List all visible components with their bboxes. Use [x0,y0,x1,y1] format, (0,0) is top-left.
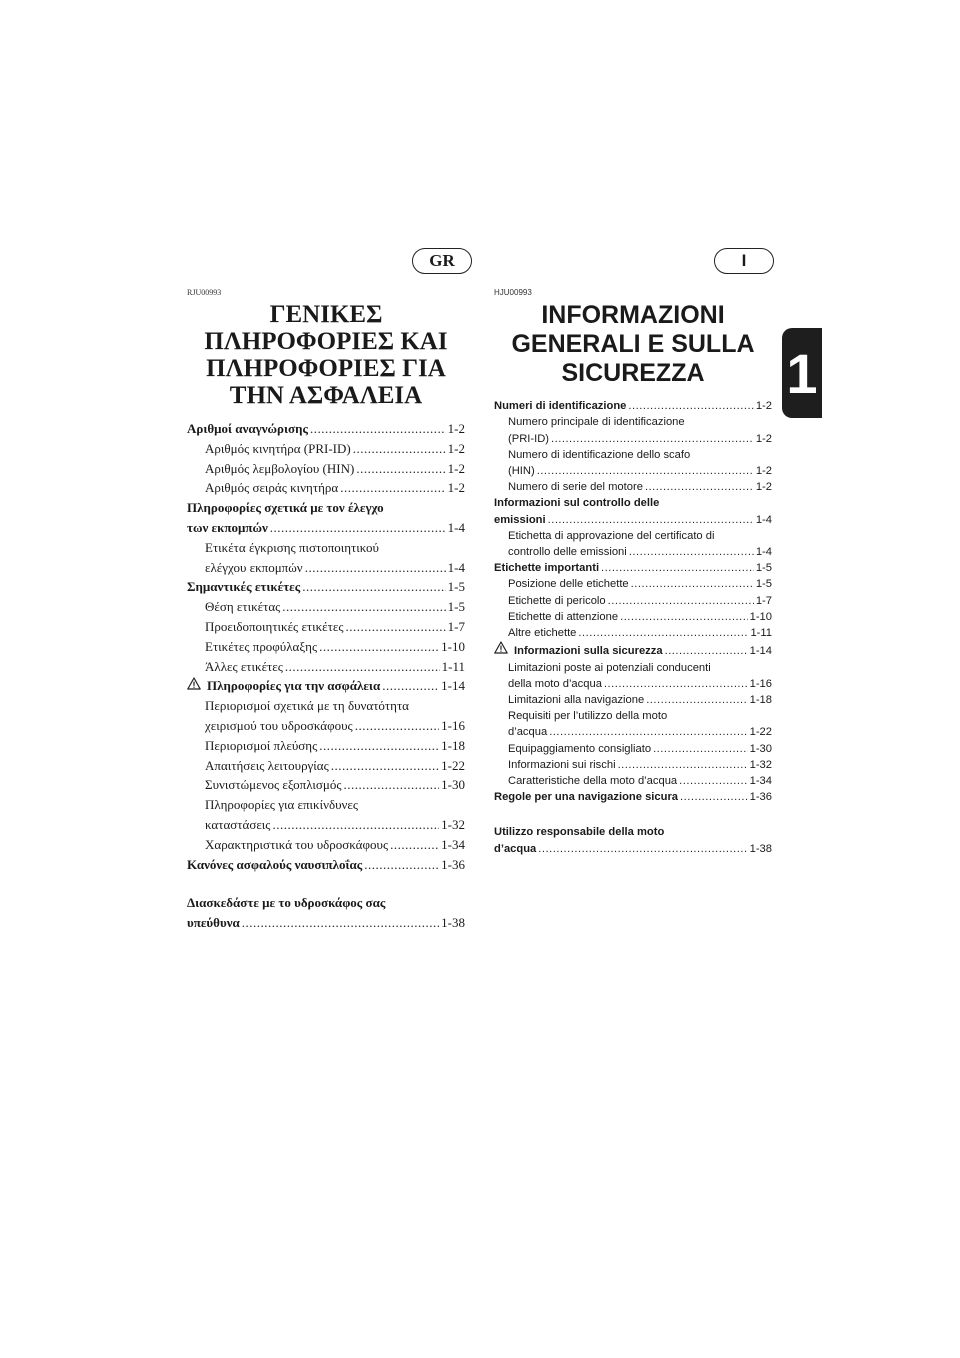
toc-line [205,558,465,578]
toc-entry[interactable] [187,756,465,776]
dot-leader [302,577,445,597]
toc-page-number: 1-22 [749,726,772,739]
toc-entry-title: των εκπομπών [187,519,268,535]
toc-entry[interactable] [494,741,772,757]
dot-leader [549,724,747,740]
toc-page-number: 1-11 [441,658,465,674]
toc-entry-title: emissioni [494,513,546,526]
toc-line [508,528,772,544]
toc-entry-title: della moto d’acqua [508,677,602,690]
greek-column [187,288,465,933]
toc-line [187,855,465,875]
toc-line [187,419,465,439]
toc-entry-title: Ετικέτα έγκρισης πιστοποιητικού [205,539,379,555]
toc-entry[interactable] [187,835,465,855]
toc-entry[interactable] [494,641,772,659]
toc-line [494,789,772,805]
toc-line [508,692,772,708]
toc-entry-title: Κανόνες ασφαλούς ναυσιπλοΐας [187,856,363,872]
dot-leader [319,637,439,657]
toc-page-number: 1-7 [447,618,465,634]
toc-page-number: 1-32 [749,758,772,771]
toc-page-number: 1-10 [749,610,772,623]
toc-entry-title: Συνιστώμενος εξοπλισμός [205,777,342,793]
title-line: GENERALI E SULLA [511,329,755,358]
toc-entry-title: Equipaggiamento consigliato [508,742,652,755]
toc-line [205,657,465,677]
title-line: INFORMAZIONI [541,301,725,329]
toc-entry-title: d’acqua [508,726,548,739]
dot-leader [578,625,748,641]
title-line: ΠΛΗΡΟΦΟΡΙΕΣ ΓΙΑ [206,355,446,382]
toc-page-number: 1-4 [447,559,465,575]
toc-entry-title: (HIN) [508,465,535,478]
toc-entry[interactable] [494,398,772,414]
toc-entry[interactable] [494,528,772,560]
language-badge-it: I [714,248,774,274]
toc-entry[interactable] [187,676,465,696]
toc-entry[interactable] [187,577,465,597]
dot-leader [353,439,446,459]
dot-leader [551,431,754,447]
toc-entry[interactable] [494,824,772,856]
toc-page-number: 1-5 [447,599,465,615]
toc-entry[interactable] [187,736,465,756]
dot-leader [319,736,439,756]
toc-page-number: 1-2 [447,480,465,496]
toc-entry[interactable] [187,657,465,677]
toc-page-number: 1-4 [447,519,465,535]
toc-entry-title: Numeri di identificazione [494,400,627,413]
toc-entry[interactable] [187,617,465,637]
dot-leader [305,558,446,578]
toc-entry-title: Etichette di attenzione [508,610,619,623]
toc-line [494,398,772,414]
toc-page-number: 1-14 [441,678,465,694]
toc-entry-title: υπεύθυνα [187,915,240,931]
toc-entry-title: Αριθμός λεμβολογίου (HIN) [205,460,355,476]
toc-entry[interactable] [494,692,772,708]
toc-entry[interactable] [494,789,772,805]
toc-entry-title: Αριθμός κινητήρα (PRI-ID) [205,440,351,456]
toc-line [508,676,772,692]
toc-entry-title: Πληροφορίες για επικίνδυνες [205,797,359,813]
toc-page-number: 1-18 [441,737,465,753]
title-line: SICUREZZA [561,358,705,387]
reference-code: HJU00993 [494,288,532,297]
toc-page-number: 1-14 [749,645,772,658]
toc-entry-title: Posizione delle etichette [508,578,629,591]
toc-page-number: 1-18 [749,693,772,706]
dot-leader [537,463,754,479]
toc-entry[interactable] [494,660,772,692]
toc-page-number: 1-4 [755,546,772,559]
toc-page-number: 1-2 [755,465,772,478]
toc-entry-title: Πληροφορίες για την ασφάλεια [207,678,381,694]
toc-line [508,447,772,463]
dot-leader [382,676,439,696]
toc-line [187,518,465,538]
toc-page-number: 1-38 [441,915,465,931]
toc-page-number: 1-5 [447,579,465,595]
toc-entry[interactable] [187,637,465,657]
toc-entry[interactable] [494,757,772,773]
toc-line [494,560,772,576]
toc-page-number: 1-16 [749,677,772,690]
dot-leader [285,657,440,677]
dot-leader [679,773,747,789]
toc-entry[interactable] [187,893,465,933]
toc-page-number: 1-5 [755,562,772,575]
toc-line [205,637,465,657]
toc-entry[interactable] [494,495,772,527]
toc-line [205,439,465,459]
toc-entry-title: καταστάσεις [205,816,271,832]
dot-leader [601,560,754,576]
chapter-title [187,301,465,409]
toc-line [494,841,772,857]
toc-line [508,660,772,676]
dot-leader [665,643,748,659]
toc-line [508,431,772,447]
chapter-tab: 1 [782,328,822,418]
warning-triangle-icon [187,676,201,689]
toc-line [205,696,465,716]
dot-leader [548,512,754,528]
toc-entry[interactable] [187,538,465,578]
dot-leader [340,478,445,498]
toc-entry-title: Numero di serie del motore [508,481,643,494]
toc-line [508,479,772,495]
dot-leader [355,716,439,736]
toc-page-number: 1-16 [441,717,465,733]
toc-page-number: 1-5 [755,578,772,591]
toc-entry-title: Ετικέτες προφύλαξης [205,638,318,654]
toc-line [494,641,772,659]
toc-line [508,741,772,757]
toc-entry-title: Etichette importanti [494,562,600,575]
toc-entry-title: Αριθμός σειράς κινητήρα [205,480,339,496]
toc-line [205,835,465,855]
toc-entry-title: Limitazioni poste ai potenziali conducenti [508,661,711,674]
toc-line [187,676,465,696]
toc-entry[interactable] [187,775,465,795]
toc-entry-title: Requisiti per l’utilizzo della moto [508,710,668,723]
dot-leader [620,609,748,625]
language-badge-gr: GR [412,248,472,274]
dot-leader [618,757,748,773]
title-line: ΤΗΝ ΑΣΦΑΛΕΙΑ [229,382,423,409]
toc-page-number: 1-34 [441,836,465,852]
toc-entry-title: Άλλες ετικέτες [205,658,283,674]
toc-entry[interactable] [494,773,772,789]
toc-entry-title: Limitazioni alla navigazione [508,693,645,706]
chapter-title [494,301,772,387]
toc-entry-title: Informazioni sulla sicurezza [514,645,663,658]
toc-page-number: 1-30 [749,742,772,755]
toc-entry-title: Informazioni sui rischi [508,758,616,771]
toc-line [494,824,772,840]
toc-page-number: 1-2 [755,432,772,445]
toc-page-number: 1-2 [755,481,772,494]
title-line: ΓΕΝΙΚΕΣ [269,301,383,328]
toc-line [508,609,772,625]
toc-line [508,414,772,430]
table-of-contents [494,398,772,856]
toc-line [205,478,465,498]
dot-leader [604,676,748,692]
toc-entry-title: Altre etichette [508,627,577,640]
italian-column [494,288,772,857]
toc-entry-title: Caratteristiche della moto d’acqua [508,774,678,787]
toc-entry-title: Πληροφορίες σχετικά με τον έλεγχο [187,500,384,516]
toc-entry-title: Numero di identificazione dello scafo [508,448,691,461]
toc-line [187,893,465,913]
dot-leader [343,775,439,795]
toc-page-number: 1-2 [447,440,465,456]
toc-entry[interactable] [187,459,465,479]
toc-line [205,597,465,617]
toc-entry[interactable] [187,498,465,538]
toc-entry[interactable] [494,447,772,479]
toc-page-number: 1-7 [755,594,772,607]
toc-line [205,815,465,835]
dot-leader [646,692,747,708]
toc-line [205,775,465,795]
toc-entry[interactable] [187,439,465,459]
toc-page-number: 1-36 [749,791,772,804]
toc-page-number: 1-22 [441,757,465,773]
toc-entry-title: Informazioni sul controllo delle [494,497,660,510]
toc-entry-title: Etichette di pericolo [508,594,606,607]
toc-line [205,795,465,815]
toc-page-number: 1-2 [447,460,465,476]
dot-leader [282,597,445,617]
toc-line [187,913,465,933]
toc-entry-title: ελέγχου εκπομπών [205,559,303,575]
toc-entry-title: Σημαντικές ετικέτες [187,579,301,595]
toc-entry-title: Αριθμοί αναγνώρισης [187,421,308,436]
toc-line [508,576,772,592]
reference-code: RJU00993 [187,288,222,297]
dot-leader [345,617,445,637]
toc-entry-title: Numero principale di identificazione [508,416,685,429]
dot-leader [272,815,439,835]
toc-entry-title: (PRI-ID) [508,432,550,445]
toc-line [508,757,772,773]
toc-entry-title: Προειδοποιητικές ετικέτες [205,618,344,634]
warning-triangle-icon [494,641,508,654]
toc-entry[interactable] [494,479,772,495]
toc-entry-title: Περιορισμοί πλεύσης [205,737,318,753]
toc-entry-title: χειρισμού του υδροσκάφους [205,717,353,733]
toc-line [187,498,465,518]
dot-leader [270,518,446,538]
toc-entry-title: Regole per una navigazione sicura [494,791,679,804]
toc-line [508,724,772,740]
toc-page-number: 1-34 [749,774,772,787]
toc-entry-title: Χαρακτηριστικά του υδροσκάφους [205,836,389,852]
toc-line [508,593,772,609]
toc-entry[interactable] [494,625,772,641]
toc-entry[interactable] [187,478,465,498]
toc-line [494,495,772,511]
toc-line [205,716,465,736]
toc-line [205,736,465,756]
toc-entry[interactable] [494,593,772,609]
toc-entry-title: d’acqua [494,842,537,855]
dot-leader [364,855,439,875]
toc-entry[interactable] [494,414,772,446]
toc-line [508,625,772,641]
toc-page-number: 1-30 [441,777,465,793]
dot-leader [653,741,748,757]
toc-page-number: 1-32 [441,816,465,832]
toc-entry[interactable] [494,609,772,625]
toc-line [205,459,465,479]
toc-line [205,538,465,558]
toc-entry[interactable] [187,795,465,835]
toc-entry[interactable] [494,576,772,592]
toc-page-number: 1-36 [441,856,465,872]
toc-entry-title: Διασκεδάστε με το υδροσκάφος σας [187,895,386,911]
dot-leader [538,841,747,857]
toc-line [508,773,772,789]
toc-page-number: 1-2 [755,400,772,413]
toc-line [205,756,465,776]
toc-page-number: 1-4 [755,513,772,526]
dot-leader [310,419,446,439]
toc-entry-title: Etichetta di approvazione del certificato di [508,529,715,542]
toc-line [494,512,772,528]
toc-entry-title: Απαιτήσεις λειτουργίας [205,757,329,773]
toc-entry[interactable] [187,855,465,875]
toc-entry-title: Θέση ετικέτας [205,599,281,615]
dot-leader [242,913,439,933]
toc-line [187,577,465,597]
toc-page-number: 1-38 [749,842,772,855]
toc-entry[interactable] [494,560,772,576]
toc-entry-title: Περιορισμοί σχετικά με τη δυνατότητα [205,698,409,714]
toc-entry[interactable] [494,708,772,740]
dot-leader [331,756,439,776]
toc-entry-title: Utilizzo responsabile della moto [494,826,665,839]
dot-leader [680,789,748,805]
dot-leader [356,459,445,479]
dot-leader [645,479,754,495]
toc-entry[interactable] [187,696,465,736]
dot-leader [390,835,439,855]
title-line: ΠΛΗΡΟΦΟΡΙΕΣ ΚΑΙ [204,328,448,355]
dot-leader [631,576,754,592]
toc-page-number: 1-10 [441,638,465,654]
toc-line [508,544,772,560]
toc-line [205,617,465,637]
toc-page-number: 1-11 [750,627,772,640]
toc-entry-title: controllo delle emissioni [508,546,627,559]
toc-page-number: 1-2 [447,421,465,436]
dot-leader [608,593,754,609]
dot-leader [629,544,754,560]
table-of-contents [187,419,465,933]
toc-line [508,708,772,724]
toc-line [508,463,772,479]
dot-leader [628,398,753,414]
toc-entry[interactable] [187,419,465,439]
toc-entry[interactable] [187,597,465,617]
